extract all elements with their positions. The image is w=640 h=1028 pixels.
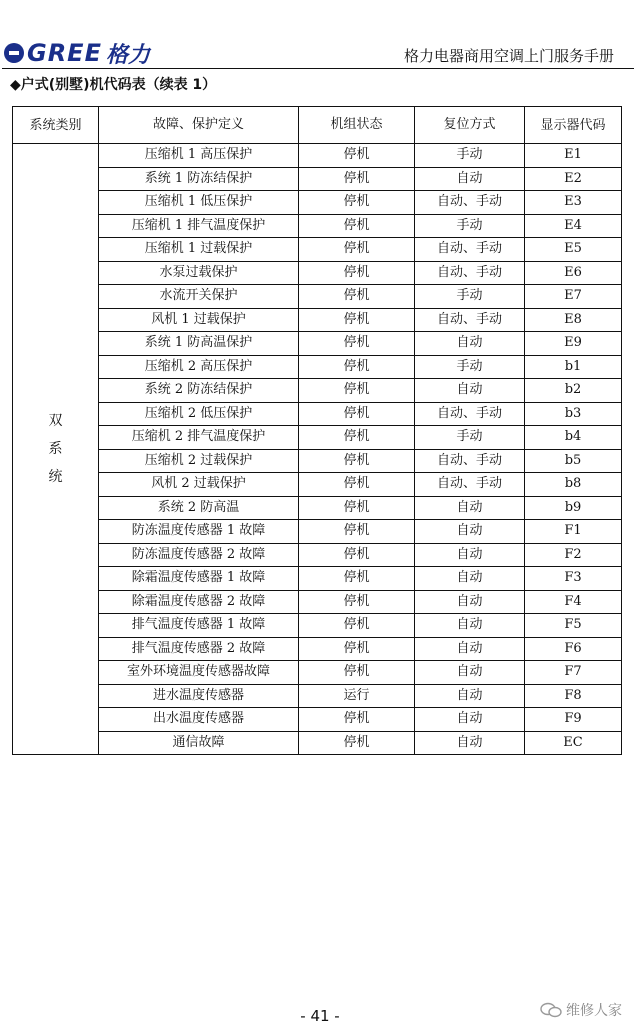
definition-cell: 系统 1 防高温保护 xyxy=(99,332,299,356)
status-cell: 停机 xyxy=(299,144,415,168)
reset-cell: 手动 xyxy=(415,426,525,450)
code-cell: EC xyxy=(525,731,622,755)
table-row xyxy=(13,191,622,215)
table-row xyxy=(13,332,622,356)
table-row xyxy=(13,308,622,332)
table-row xyxy=(13,543,622,567)
page-header xyxy=(0,0,640,72)
reset-cell: 自动 xyxy=(415,520,525,544)
reset-cell: 自动 xyxy=(415,167,525,191)
header-code: 显示器代码 xyxy=(525,107,622,144)
system-label-char: 统 xyxy=(48,469,63,485)
code-cell: b5 xyxy=(525,449,622,473)
code-cell: E8 xyxy=(525,308,622,332)
definition-cell: 排气温度传感器 2 故障 xyxy=(99,637,299,661)
reset-cell: 自动 xyxy=(415,661,525,685)
code-cell: b2 xyxy=(525,379,622,403)
status-cell: 停机 xyxy=(299,661,415,685)
code-cell: b8 xyxy=(525,473,622,497)
reset-cell: 自动 xyxy=(415,543,525,567)
definition-cell: 水流开关保护 xyxy=(99,285,299,309)
logo-text: GREE xyxy=(27,39,102,67)
status-cell: 停机 xyxy=(299,614,415,638)
manual-title: 格力电器商用空调上门服务手册 xyxy=(403,47,614,65)
code-cell: E3 xyxy=(525,191,622,215)
status-cell: 停机 xyxy=(299,191,415,215)
definition-cell: 防冻温度传感器 1 故障 xyxy=(99,520,299,544)
definition-cell: 系统 2 防高温 xyxy=(99,496,299,520)
definition-cell: 除霜温度传感器 1 故障 xyxy=(99,567,299,591)
status-cell: 停机 xyxy=(299,214,415,238)
code-cell: F8 xyxy=(525,684,622,708)
reset-cell: 自动 xyxy=(415,637,525,661)
status-cell: 停机 xyxy=(299,402,415,426)
definition-cell: 系统 1 防冻结保护 xyxy=(99,167,299,191)
page-number: - 41 - xyxy=(300,1007,340,1025)
table-row xyxy=(13,614,622,638)
status-cell: 停机 xyxy=(299,332,415,356)
system-label-char: 双 xyxy=(48,413,63,429)
code-cell: F2 xyxy=(525,543,622,567)
reset-cell: 自动、手动 xyxy=(415,473,525,497)
table-row xyxy=(13,708,622,732)
status-cell: 运行 xyxy=(299,684,415,708)
watermark-text: 维修人家 xyxy=(566,1003,622,1019)
status-cell: 停机 xyxy=(299,285,415,309)
code-cell: F1 xyxy=(525,520,622,544)
definition-cell: 压缩机 1 低压保护 xyxy=(99,191,299,215)
gree-logo-icon xyxy=(4,43,24,63)
status-cell: 停机 xyxy=(299,449,415,473)
code-cell: F9 xyxy=(525,708,622,732)
reset-cell: 自动 xyxy=(415,708,525,732)
reset-cell: 自动 xyxy=(415,332,525,356)
table-row xyxy=(13,590,622,614)
status-cell: 停机 xyxy=(299,308,415,332)
code-cell: b3 xyxy=(525,402,622,426)
reset-cell: 自动 xyxy=(415,496,525,520)
definition-cell: 压缩机 2 排气温度保护 xyxy=(99,426,299,450)
code-cell: F7 xyxy=(525,661,622,685)
definition-cell: 压缩机 1 高压保护 xyxy=(99,144,299,168)
table-row xyxy=(13,167,622,191)
table-row xyxy=(13,379,622,403)
definition-cell: 压缩机 2 低压保护 xyxy=(99,402,299,426)
header-category: 系统类别 xyxy=(13,107,99,144)
status-cell: 停机 xyxy=(299,543,415,567)
code-cell: b4 xyxy=(525,426,622,450)
definition-cell: 压缩机 1 过载保护 xyxy=(99,238,299,262)
table-row xyxy=(13,496,622,520)
table-row xyxy=(13,520,622,544)
reset-cell: 手动 xyxy=(415,144,525,168)
table-row xyxy=(13,285,622,309)
status-cell: 停机 xyxy=(299,496,415,520)
definition-cell: 压缩机 2 高压保护 xyxy=(99,355,299,379)
table-row xyxy=(13,402,622,426)
status-cell: 停机 xyxy=(299,473,415,497)
table-row xyxy=(13,637,622,661)
status-cell: 停机 xyxy=(299,355,415,379)
table-row xyxy=(13,261,622,285)
code-cell: E4 xyxy=(525,214,622,238)
status-cell: 停机 xyxy=(299,167,415,191)
status-cell: 停机 xyxy=(299,426,415,450)
header-divider xyxy=(2,68,634,69)
status-cell: 停机 xyxy=(299,238,415,262)
table-row xyxy=(13,684,622,708)
reset-cell: 手动 xyxy=(415,355,525,379)
status-cell: 停机 xyxy=(299,731,415,755)
definition-cell: 室外环境温度传感器故障 xyxy=(99,661,299,685)
header-definition: 故障、保护定义 xyxy=(99,107,299,144)
table-row xyxy=(13,144,622,168)
definition-cell: 系统 2 防冻结保护 xyxy=(99,379,299,403)
reset-cell: 自动、手动 xyxy=(415,308,525,332)
table-row xyxy=(13,355,622,379)
reset-cell: 手动 xyxy=(415,214,525,238)
reset-cell: 自动、手动 xyxy=(415,191,525,215)
table-body xyxy=(13,144,622,755)
code-cell: b9 xyxy=(525,496,622,520)
definition-cell: 通信故障 xyxy=(99,731,299,755)
definition-cell: 排气温度传感器 1 故障 xyxy=(99,614,299,638)
reset-cell: 手动 xyxy=(415,285,525,309)
system-label-char: 系 xyxy=(48,441,63,457)
status-cell: 停机 xyxy=(299,261,415,285)
error-code-table xyxy=(12,106,622,755)
definition-cell: 风机 2 过载保护 xyxy=(99,473,299,497)
code-cell: F6 xyxy=(525,637,622,661)
status-cell: 停机 xyxy=(299,637,415,661)
table-row xyxy=(13,731,622,755)
status-cell: 停机 xyxy=(299,708,415,732)
system-category-cell xyxy=(13,144,99,755)
definition-cell: 除霜温度传感器 2 故障 xyxy=(99,590,299,614)
definition-cell: 压缩机 1 排气温度保护 xyxy=(99,214,299,238)
table-row xyxy=(13,473,622,497)
reset-cell: 自动 xyxy=(415,684,525,708)
reset-cell: 自动 xyxy=(415,614,525,638)
wechat-icon xyxy=(540,1002,562,1018)
header-status: 机组状态 xyxy=(299,107,415,144)
definition-cell: 进水温度传感器 xyxy=(99,684,299,708)
status-cell: 停机 xyxy=(299,590,415,614)
table-row xyxy=(13,567,622,591)
reset-cell: 自动、手动 xyxy=(415,402,525,426)
table-row xyxy=(13,426,622,450)
logo-cn-text: 格力 xyxy=(105,42,150,68)
section-title: ◆户式(别墅)机代码表（续表 1） xyxy=(10,77,217,93)
watermark xyxy=(540,1000,622,1020)
reset-cell: 自动、手动 xyxy=(415,449,525,473)
code-cell: F5 xyxy=(525,614,622,638)
code-cell: E5 xyxy=(525,238,622,262)
reset-cell: 自动 xyxy=(415,567,525,591)
code-cell: E9 xyxy=(525,332,622,356)
definition-cell: 防冻温度传感器 2 故障 xyxy=(99,543,299,567)
code-cell: b1 xyxy=(525,355,622,379)
definition-cell: 出水温度传感器 xyxy=(99,708,299,732)
status-cell: 停机 xyxy=(299,520,415,544)
table-row xyxy=(13,661,622,685)
code-cell: E2 xyxy=(525,167,622,191)
table-row xyxy=(13,449,622,473)
reset-cell: 自动 xyxy=(415,731,525,755)
code-cell: F4 xyxy=(525,590,622,614)
definition-cell: 水泵过载保护 xyxy=(99,261,299,285)
code-cell: E7 xyxy=(525,285,622,309)
reset-cell: 自动、手动 xyxy=(415,238,525,262)
reset-cell: 自动 xyxy=(415,590,525,614)
table-row xyxy=(13,238,622,262)
code-cell: F3 xyxy=(525,567,622,591)
definition-cell: 风机 1 过载保护 xyxy=(99,308,299,332)
code-cell: E1 xyxy=(525,144,622,168)
header-reset: 复位方式 xyxy=(415,107,525,144)
status-cell: 停机 xyxy=(299,379,415,403)
reset-cell: 自动 xyxy=(415,379,525,403)
definition-cell: 压缩机 2 过载保护 xyxy=(99,449,299,473)
table-row xyxy=(13,214,622,238)
code-cell: E6 xyxy=(525,261,622,285)
reset-cell: 自动、手动 xyxy=(415,261,525,285)
status-cell: 停机 xyxy=(299,567,415,591)
gree-logo xyxy=(4,38,150,68)
table-header-row xyxy=(13,107,622,144)
